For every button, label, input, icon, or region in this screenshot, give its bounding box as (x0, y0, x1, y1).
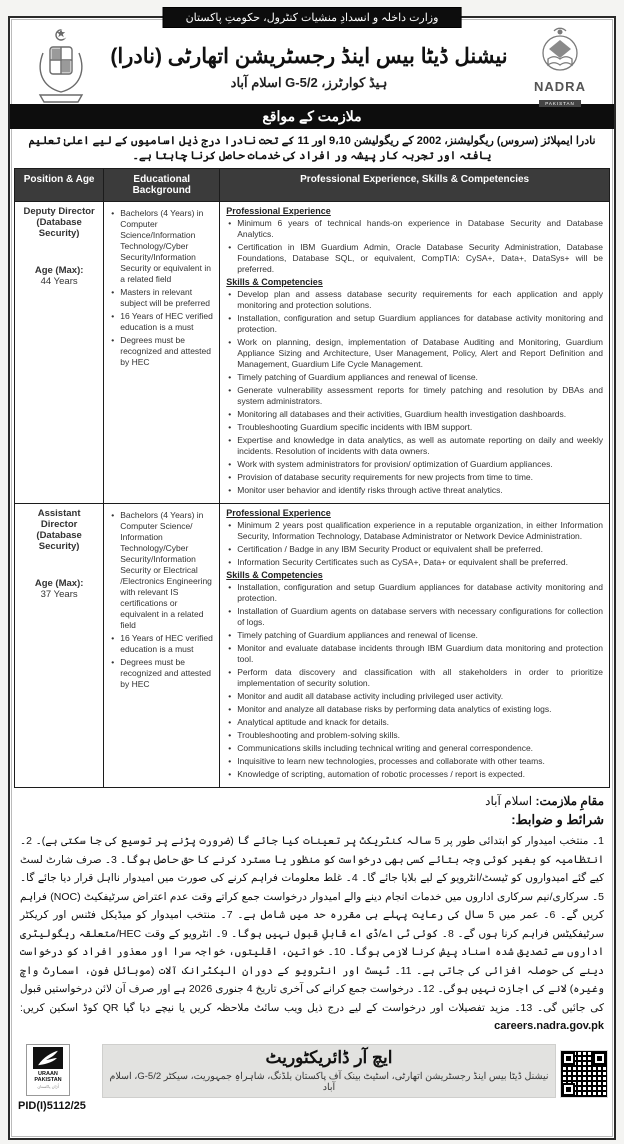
list-item: • Troubleshooting Guardium specific incidents with IBM support. (226, 422, 603, 433)
education-list (109, 208, 214, 368)
column-header: Professional Experience, Skills & Competencies (220, 169, 610, 202)
list-item: • Perform data discovery and classification with all stakeholders in order to prioritize implementation of security solution. (226, 667, 603, 689)
list-item: • Degrees must be recognized and attested by HEC (109, 335, 214, 368)
qr-finder-icon (562, 1052, 575, 1065)
education-cell (104, 202, 220, 504)
list-item: • Inquisitive to learn new technologies, processes and collaborate with other teams. (226, 756, 603, 767)
experience-cell (220, 504, 610, 788)
list-item: • Generate vulnerability assessment reports for timely patching and resolution by DBAs and system administrators. (226, 385, 603, 407)
terms-paragraph (10, 830, 614, 1040)
list-item: • Expertise and knowledge in data analytics, as well as automate reporting on daily and weekly incidents. Resolution of incidents with data owners. (226, 435, 603, 457)
list-item: • Bachelors (4 Years) in Computer Science/ Information Technology/Cyber Security/Information Security or Electrical /Electronics Engineering with relevant IS certifications or equivalent in a related field (109, 510, 214, 631)
age-label: Age (Max): (34, 578, 84, 589)
table-row (15, 202, 610, 504)
experience-list (226, 520, 603, 568)
list-item: • Work on planning, design, implementation of Database Auditing and Monitoring, Guardium Appliance Sizing and Architecture, User Management, Policy, Alert and Report Definition and Management, Guardium Life Cycle Management. (226, 337, 603, 370)
list-item: • Installation of Guardium agents on database servers with necessary configurations for collection of logs. (226, 606, 603, 628)
age-label: Age (Max): (34, 265, 84, 276)
column-header: Educational Background (104, 169, 220, 202)
list-item: • Information Security Certificates such as CySA+, Data+ or equivalent shall be preferred. (226, 557, 603, 568)
list-item: • Degrees must be recognized and attested by HEC (109, 657, 214, 690)
list-item: • 16 Years of HEC verified education is a must (109, 633, 214, 655)
headquarters-subtitle: ہیڈ کوارٹرز، G-5/2 اسلام آباد (230, 74, 388, 90)
table-header-row (15, 169, 610, 202)
terms-heading: شرائط و ضوابط: (511, 812, 604, 827)
nadra-logo-text: NADRA (534, 78, 586, 94)
place-of-employment (10, 788, 614, 808)
bottom-strip (10, 1042, 614, 1112)
pid-number: PID(I)5112/25 (18, 1099, 86, 1112)
age-value: 37 Years (40, 589, 78, 600)
list-item: • Monitoring all databases and their activities, Guardium health investigation dashboards. (226, 409, 603, 420)
list-item: • Minimum 2 years post qualification experience in a reputable organization, in either Information Security, Information Technology, Database Administrator or Network Device Administration. (226, 520, 603, 542)
section-heading: Professional Experience (226, 206, 331, 216)
list-item: • Monitor and evaluate database incidents through IBM Guardium data monitoring and protection tool. (226, 643, 603, 665)
list-item: • Monitor and audit all database activity including privileged user activity. (226, 691, 603, 702)
list-item: • Certification / Badge in any IBM Security Product or equivalent shall be preferred. (226, 544, 603, 555)
careers-website: careers.nadra.gov.pk (494, 1020, 604, 1032)
position-title: Assistant Director (Database Security) (36, 508, 82, 552)
authority-title: نیشنل ڈیٹا بیس اینڈ رجسٹریشن اتھارٹی (نادرا) (110, 44, 508, 68)
skills-list (226, 289, 603, 496)
header (10, 18, 614, 104)
position-cell (15, 504, 104, 788)
table-row (15, 504, 610, 788)
intro-paragraph: نادرا ایمپلائز (سروس) ریگولیشنز، 2002 کے ریگولیشن 9،10 اور 11 کے تحت نادرا درج ذیل اسامیوں کے لیے اعلیٰ تعلیم یافتہ اور تجربہ کار پیشہ ور افراد کی خدمات حاصل کرنا چاہتا ہے۔ (28, 135, 596, 162)
qr-code (560, 1050, 608, 1098)
hr-directorate-address: نیشنل ڈیٹا بیس اینڈ رجسٹریشن اتھارٹی، اسٹیٹ بینک آف پاکستان بلڈنگ، شاہراہِ جمہوریت، سیکٹر G-5/2، اسلام آباد (109, 1070, 549, 1093)
experience-list (226, 218, 603, 275)
list-item: • Certification in IBM Guardium Admin, Oracle Database Security Administration, Database Foundations, Database SQL, or equivalent, CompTIA: CySA+, Data+, DataSys+ will be preferred. (226, 242, 603, 275)
qr-finder-icon (562, 1083, 575, 1096)
skills-list (226, 582, 603, 780)
uraan-pakistan-logo (26, 1044, 70, 1096)
list-item: • Communications skills including technical writing and general correspondence. (226, 743, 603, 754)
list-item: • Masters in relevant subject will be preferred (109, 287, 214, 309)
list-item: • Minimum 6 years of technical hands-on experience in Database Security and Database Analytics. (226, 218, 603, 240)
advertisement (8, 12, 616, 1140)
list-item: • Monitor user behavior and identify risks through active threat analytics. (226, 485, 603, 496)
uraan-column (18, 1044, 102, 1112)
place-label: مقامِ ملازمت: (535, 794, 604, 808)
list-item: • 16 Years of HEC verified education is a must (109, 311, 214, 333)
pakistan-emblem-icon (24, 27, 98, 107)
nadra-logo (520, 25, 600, 110)
nadra-logo-country: PAKISTAN (539, 100, 581, 107)
age-value: 44 Years (40, 276, 78, 287)
education-cell (104, 504, 220, 788)
list-item: • Knowledge of scripting, automation of robotic processes / report is expected. (226, 769, 603, 780)
list-item: • Timely patching of Guardium appliances and renewal of license. (226, 372, 603, 383)
list-item: • Installation, configuration and setup Guardium appliances for database activity monitoring and protection. (226, 582, 603, 604)
job-opportunities-bar: ملازمت کے مواقع (10, 104, 614, 129)
experience-cell (220, 202, 610, 504)
column-header: Position & Age (15, 169, 104, 202)
list-item: • Provision of database security requirements for new projects from time to time. (226, 472, 603, 483)
list-item: • Bachelors (4 Years) in Computer Science/Information Technology/Cyber Security/Information Security or equivalent in a related field (109, 208, 214, 285)
uraan-logo-text: URAAN PAKISTAN (34, 1070, 62, 1083)
section-heading: Skills & Competencies (226, 570, 323, 580)
list-item: • Analytical aptitude and knack for details. (226, 717, 603, 728)
section-heading: Skills & Competencies (226, 277, 323, 287)
hr-directorate-band (102, 1044, 556, 1098)
list-item: • Troubleshooting and problem-solving skills. (226, 730, 603, 741)
position-cell (15, 202, 104, 504)
position-title: Deputy Director (Database Security) (23, 206, 95, 239)
terms-text: 1۔ منتخب امیدوار کو ابتدائی طور پر 5 سالہ کنٹریکٹ پر تعینات کیا جائے گا (ضرورت پڑنے پر توسیع کی جا سکتی ہے)۔ 2۔ انتظامیہ کو بغیر کوئی وجہ بتائے کسی بھی درخواست کو منظور یا مسترد کرنے کا حق حاصل ہوگا۔ 3۔ صرف شارٹ لسٹ کیے گئے امیدواروں کو ٹیسٹ/انٹرویو کے لیے بلایا جائے گا۔ 4۔ غلط معلومات فراہم کرنے کی صورت میں امیدوار نااہل قرار دیا جائے گا۔ 5۔ سرکاری/نیم سرکاری اداروں میں خدمات انجام دینے والے امیدوار درخواست جمع کراتے وقت عدم اعتراض سرٹیفکیٹ (NOC) فراہم کریں گے۔ 6۔ عمر میں 5 سال کی رعایت پہلے ہی مقررہ حد میں شامل ہے۔ 7۔ منتخب امیدوار کو میڈیکل فٹنس اور کریکٹر سرٹیفکیٹس فراہم کرنا ہوں گے۔ 8۔ کوئی ٹی اے/ڈی اے قابلِ قبول نہیں ہوگا۔ 9۔ انٹرویو کے وقت HEC/متعلقہ ریگولیٹری اداروں سے تصدیق شدہ اسناد پیش کرنا لازمی ہوگا۔ 10۔ خواتین، اقلیتوں، خواجہ سرا اور معذور افراد کو درخواست دینے کی حوصلہ افزائی کی جاتی ہے۔ 11۔ ٹیسٹ اور انٹرویو کے دوران الیکٹرانک آلات (موبائل فون، اسمارٹ واچ وغیرہ) لانے کی اجازت نہیں ہوگی۔ 12۔ درخواست جمع کرانے کی آخری تاریخ 4 جنوری 2026 ہے اور صرف آن لائن درخواستیں قبول کی جائیں گی۔ 13۔ مزید تفصیلات اور درخواست کے لیے درج ذیل ویب سائٹ ملاحظہ کریں یا نیچے دیا گیا QR کوڈ اسکین کریں: (20, 835, 605, 1014)
uraan-bird-icon (33, 1047, 63, 1069)
list-item: • Timely patching of Guardium appliances and renewal of license. (226, 630, 603, 641)
list-item: • Develop plan and assess database security requirements for each application and apply monitoring and protection solutions. (226, 289, 603, 311)
qr-column (556, 1044, 608, 1098)
title-block (98, 44, 520, 91)
list-item: • Monitor and analyze all database risks by performing data analytics of existing logs. (226, 704, 603, 715)
section-heading: Professional Experience (226, 508, 331, 518)
hr-directorate-title: ایچ آر ڈائریکٹوریٹ (265, 1047, 393, 1067)
ministry-ribbon: وزارت داخلہ و انسدادِ منشیات کنٹرول، حکومتِ پاکستان (163, 7, 462, 28)
qr-finder-icon (593, 1052, 606, 1065)
list-item: • Installation, configuration and setup Guardium appliances for database activity monitoring and protection. (226, 313, 603, 335)
list-item: • Work with system administrators for provision/ optimization of Guardium appliances. (226, 459, 603, 470)
place-value: اسلام آباد (485, 794, 533, 808)
education-list (109, 510, 214, 690)
nadra-emblem-icon (532, 25, 588, 77)
positions-table (14, 168, 610, 788)
uraan-logo-urdu: اُڑان پاکستان (37, 1083, 59, 1089)
